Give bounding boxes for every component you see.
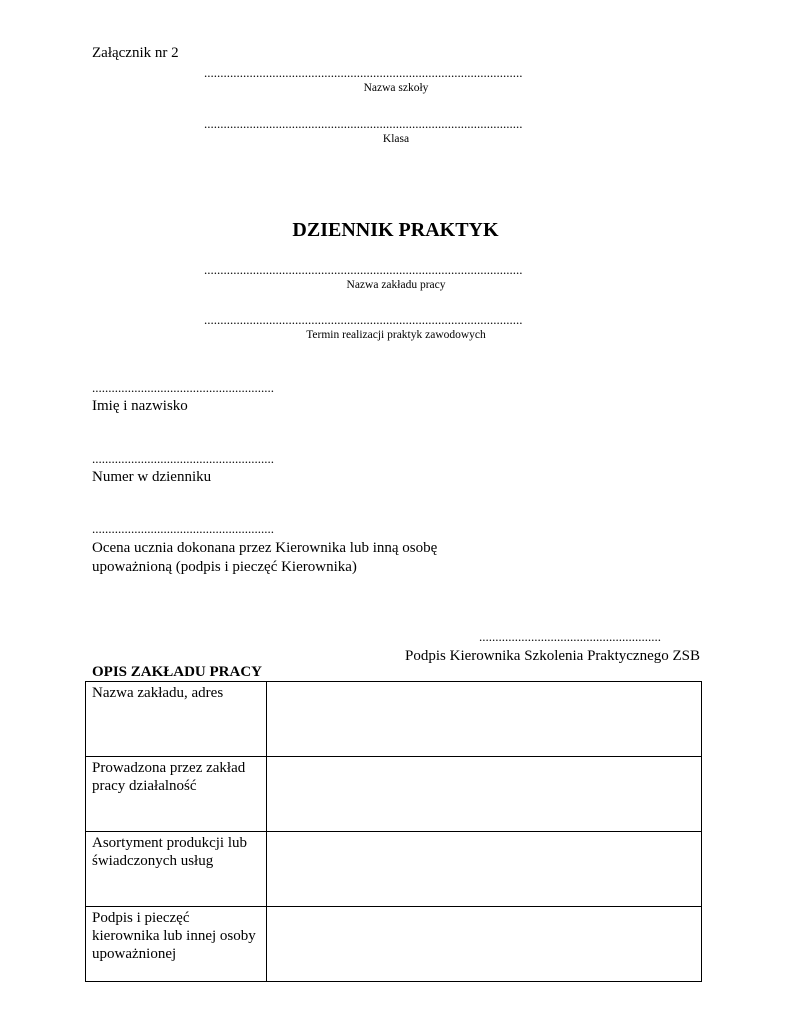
school-name-dots: ..................................................................................................	[204, 65, 523, 80]
row-value-assortment[interactable]	[267, 832, 702, 907]
opis-heading: OPIS ZAKŁADU PRACY	[92, 664, 263, 680]
workplace-name-label: Nazwa zakładu pracy	[346, 279, 446, 291]
table-row	[86, 757, 702, 832]
row-label-activity: Prowadzona przez zakład pracy działalność	[86, 757, 267, 832]
student-name-dots: ........................................................	[92, 380, 274, 395]
document-title: DZIENNIK PRAKTYK	[292, 219, 499, 241]
row-label-signature: Podpis i pieczęć kierownika lub innej osoby upoważnionej	[86, 907, 267, 982]
row-label-name-address: Nazwa zakładu, adres	[86, 682, 267, 757]
term-dots: ..................................................................................................	[204, 312, 523, 327]
journal-number-dots: ........................................................	[92, 451, 274, 466]
assessment-dots: ........................................................	[92, 521, 274, 536]
signature-dots: ........................................................	[479, 629, 661, 644]
row-value-activity[interactable]	[267, 757, 702, 832]
workplace-name-dots: ..................................................................................................	[204, 262, 523, 277]
assessment-label-line-2: upoważnioną (podpis i pieczęć Kierownika)	[92, 559, 357, 575]
class-dots: ..................................................................................................	[204, 116, 523, 131]
row-value-name-address[interactable]	[267, 682, 702, 757]
table-row	[86, 832, 702, 907]
signature-label: Podpis Kierownika Szkolenia Praktycznego ZSB	[405, 648, 700, 664]
row-label-assortment: Asortyment produkcji lub świadczonych usług	[86, 832, 267, 907]
table-row	[86, 907, 702, 982]
school-name-label: Nazwa szkoły	[363, 82, 429, 94]
opis-table	[85, 681, 702, 982]
attachment-label: Załącznik nr 2	[92, 45, 179, 61]
row-value-signature[interactable]	[267, 907, 702, 982]
class-label: Klasa	[382, 133, 410, 145]
assessment-label-line-1: Ocena ucznia dokonana przez Kierownika lub inną osobę	[92, 540, 438, 556]
journal-number-label: Numer w dzienniku	[92, 469, 212, 485]
term-label: Termin realizacji praktyk zawodowych	[306, 329, 486, 341]
table-row	[86, 682, 702, 757]
student-name-label: Imię i nazwisko	[92, 398, 188, 414]
